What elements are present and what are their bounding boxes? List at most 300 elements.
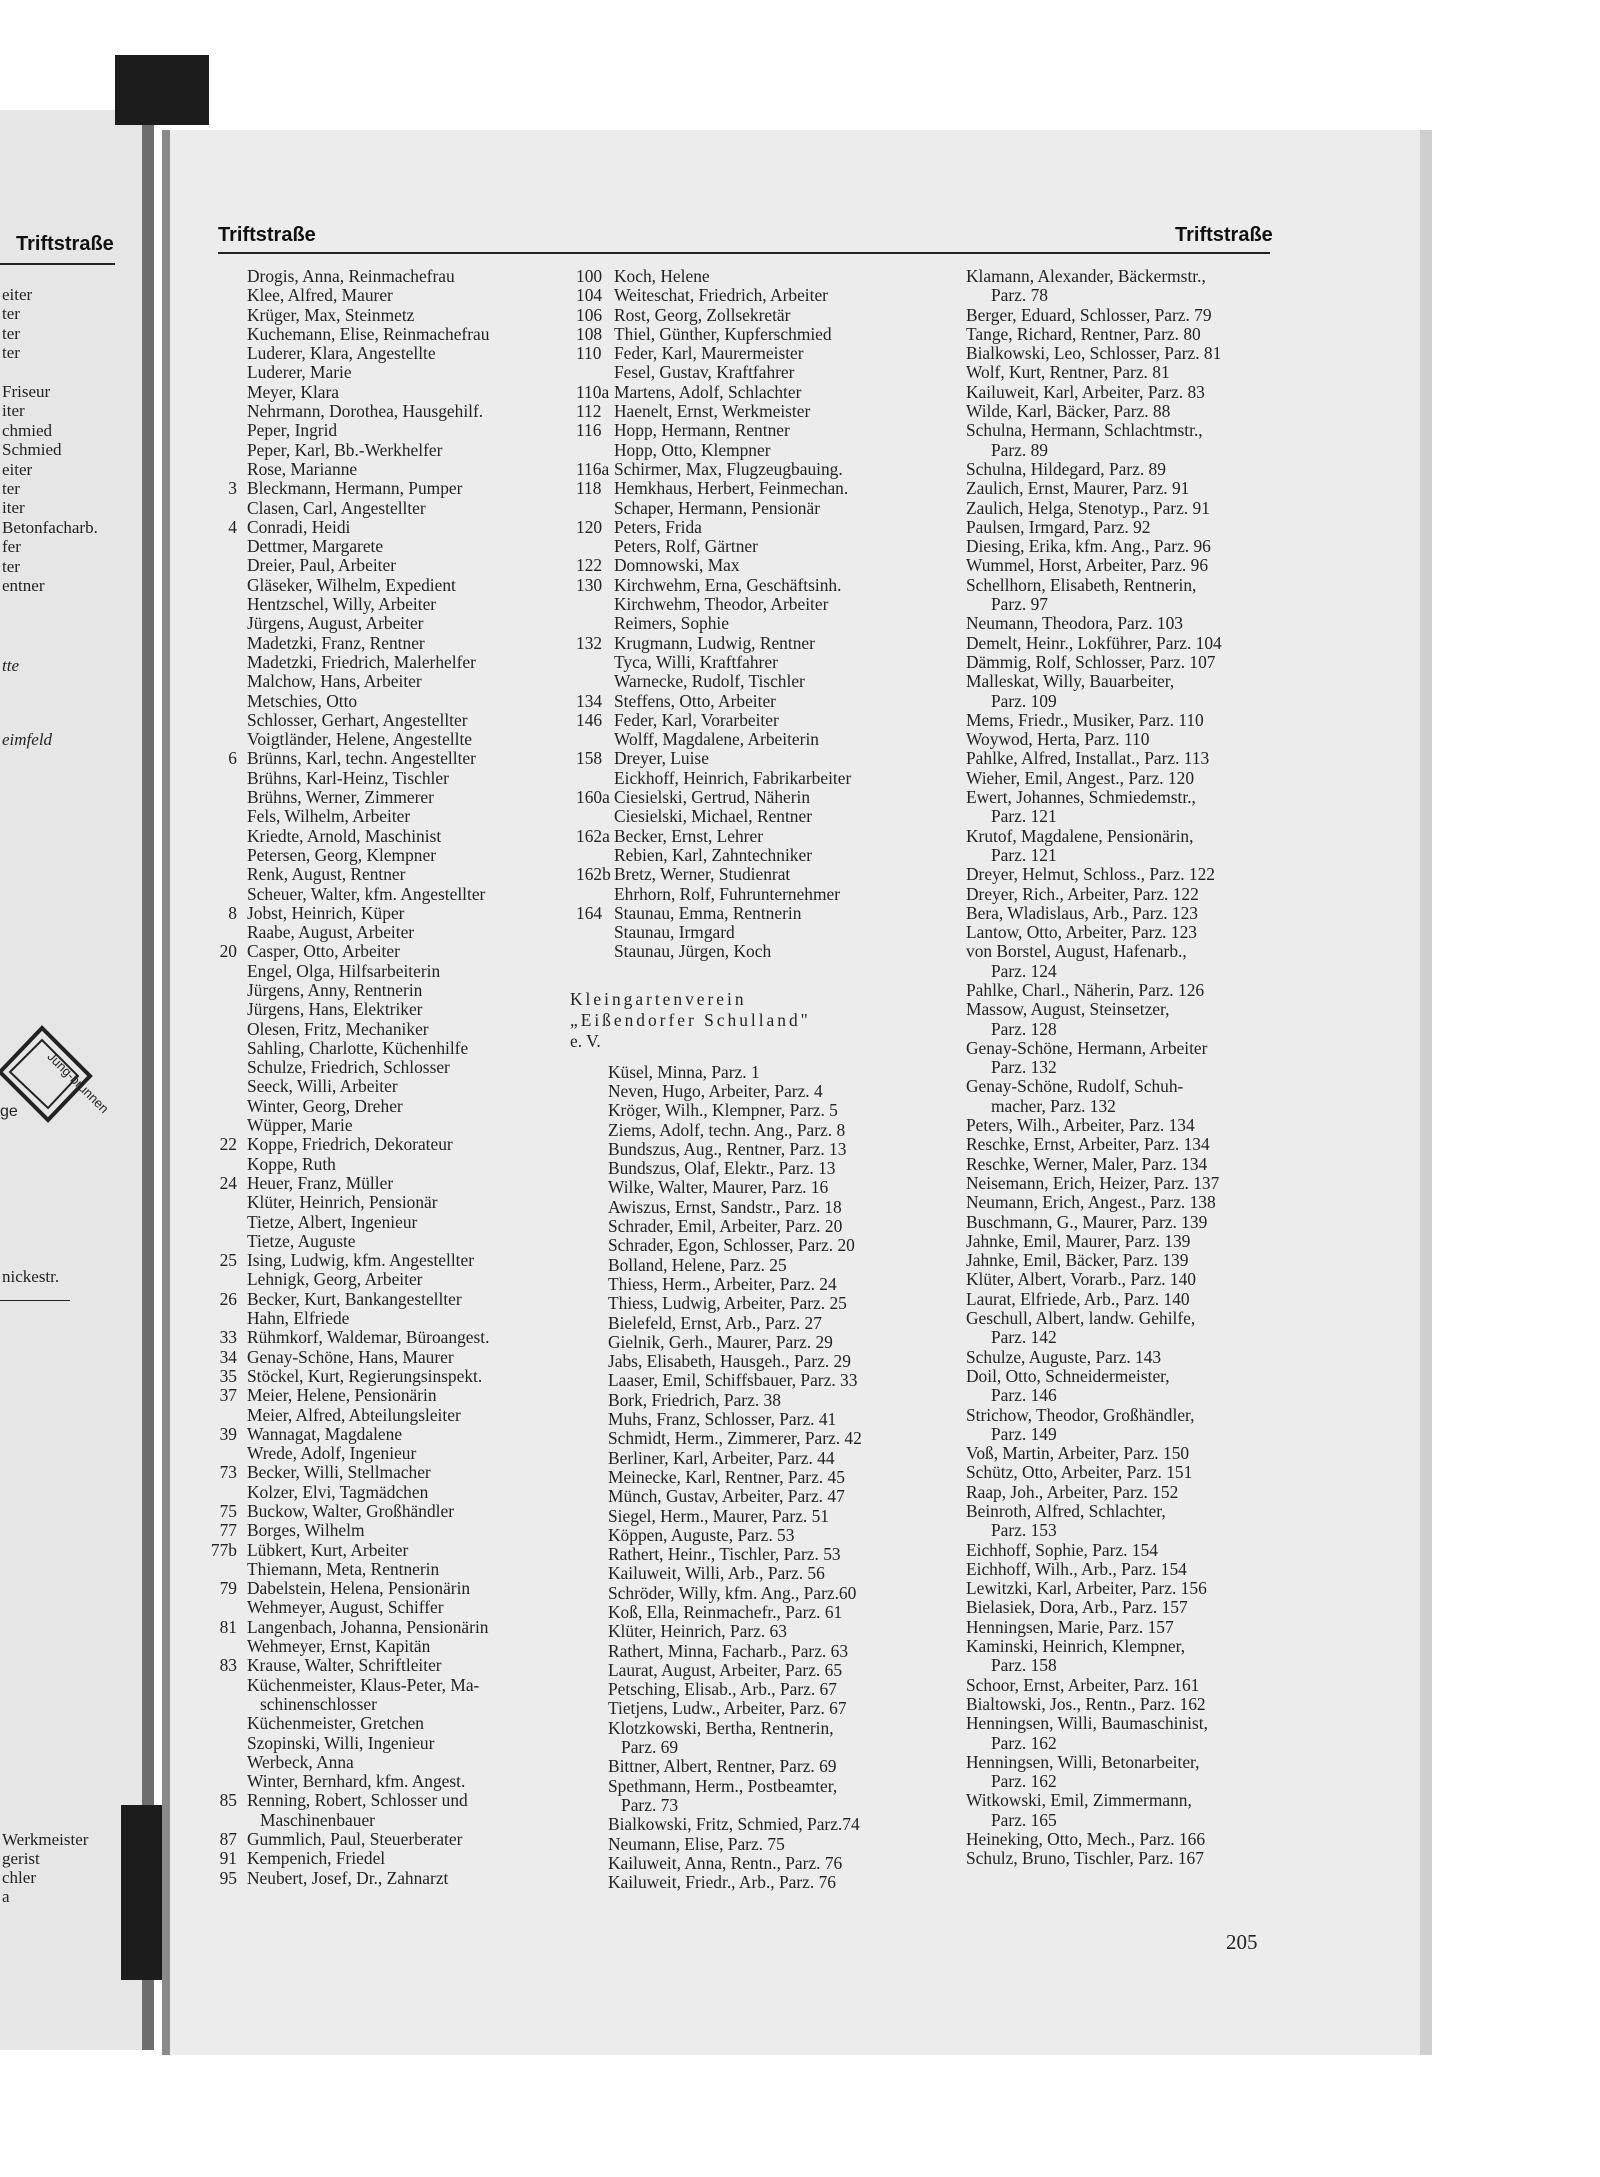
directory-entry (197, 1309, 557, 1328)
entry-text: Zaulich, Helga, Stenotyp., Parz. 91 (966, 497, 1210, 518)
garden-entry (966, 1521, 1276, 1540)
garden-entry (568, 1101, 948, 1120)
entry-text: Brühns, Werner, Zimmerer (247, 787, 434, 808)
jungbrunnen-logo-graphic (0, 1010, 112, 1120)
entry-text: Neumann, Theodora, Parz. 103 (966, 613, 1184, 634)
directory-entry (197, 923, 557, 942)
entry-text: Nehrmann, Dorothea, Hausgehilf. (247, 401, 484, 422)
garden-entry (966, 769, 1276, 788)
entry-text: Brühns, Karl-Heinz, Tischler (247, 767, 449, 788)
entry-text: Schulze, Auguste, Parz. 143 (966, 1346, 1162, 1367)
entry-text: Steffens, Otto, Arbeiter (614, 690, 776, 711)
entry-text: Neubert, Josef, Dr., Zahnarzt (247, 1867, 449, 1888)
entry-text: Wummel, Horst, Arbeiter, Parz. 96 (966, 555, 1209, 576)
house-number: 108 (576, 323, 603, 344)
entry-text: Parz. 78 (991, 285, 1048, 306)
entry-text: Petsching, Elisab., Arb., Parz. 67 (608, 1679, 837, 1700)
entry-text: Winter, Georg, Dreher (247, 1095, 403, 1116)
house-number: 164 (576, 902, 603, 923)
entry-text: Ewert, Johannes, Schmiedemstr., (966, 787, 1196, 808)
entry-text: Renning, Robert, Schlosser und (247, 1790, 468, 1811)
entry-text: Eickhoff, Heinrich, Fabrikarbeiter (614, 767, 852, 788)
entry-text: Dreyer, Luise (614, 748, 709, 769)
entry-text: Schulz, Bruno, Tischler, Parz. 167 (966, 1848, 1204, 1869)
garden-entry (966, 1483, 1276, 1502)
entry-text: Peper, Ingrid (247, 420, 338, 441)
garden-entry (966, 1656, 1276, 1675)
directory-entry (197, 1174, 557, 1193)
directory-entry (568, 865, 948, 884)
entry-text: Schütz, Otto, Arbeiter, Parz. 151 (966, 1462, 1193, 1483)
garden-entry (568, 1680, 948, 1699)
entry-text: Kailuweit, Willi, Arb., Parz. 56 (608, 1563, 825, 1584)
directory-entry (568, 421, 948, 440)
entry-text: Schulze, Friedrich, Schlosser (247, 1057, 450, 1078)
entry-text: Schirmer, Max, Flugzeugbauing. (614, 458, 843, 479)
entry-text: Schulna, Hermann, Schlachtmstr., (966, 420, 1203, 441)
left-rule-lower (0, 1300, 70, 1301)
entry-text: Ciesielski, Michael, Rentner (614, 806, 813, 827)
directory-entry (197, 1502, 557, 1521)
entry-text: Rühmkorf, Waldemar, Büroangest. (247, 1327, 490, 1348)
directory-entry (197, 1270, 557, 1289)
entry-text: Tange, Richard, Rentner, Parz. 80 (966, 323, 1201, 344)
entry-text: Reschke, Werner, Maler, Parz. 134 (966, 1153, 1208, 1174)
directory-entry (197, 1676, 557, 1695)
section-heading-line (568, 1011, 948, 1032)
entry-text: Jahnke, Emil, Bäcker, Parz. 139 (966, 1250, 1189, 1271)
directory-entry (197, 769, 557, 788)
directory-entry (197, 1830, 557, 1849)
directory-entry (568, 788, 948, 807)
garden-entry (568, 1082, 948, 1101)
entry-text: Rathert, Heinr., Tischler, Parz. 53 (608, 1544, 841, 1565)
garden-entry (966, 1232, 1276, 1251)
entry-text: Küchenmeister, Gretchen (247, 1713, 424, 1734)
entry-text: Parz. 128 (991, 1018, 1057, 1039)
garden-entry (966, 1772, 1276, 1791)
entry-text: Demelt, Heinr., Lokführer, Parz. 104 (966, 632, 1222, 653)
garden-entry (568, 1738, 948, 1757)
entry-text: Bialtowski, Jos., Rentn., Parz. 162 (966, 1693, 1206, 1714)
directory-entry (197, 942, 557, 961)
garden-entry (966, 441, 1276, 460)
directory-entry (197, 1367, 557, 1386)
garden-entry (966, 595, 1276, 614)
directory-entry (197, 1039, 557, 1058)
entry-text: Parz. 162 (991, 1732, 1057, 1753)
house-number: 110a (576, 381, 610, 402)
entry-text: Staunau, Jürgen, Koch (614, 941, 772, 962)
entry-text: Seeck, Willi, Arbeiter (247, 1076, 398, 1097)
garden-entry (966, 402, 1276, 421)
directory-entry (197, 711, 557, 730)
left-fragment: fer (2, 537, 21, 557)
garden-entry (568, 1815, 948, 1834)
entry-text: Klotzkowski, Bertha, Rentnerin, (608, 1717, 834, 1738)
directory-entry (197, 1386, 557, 1405)
entry-text: Kirchwehm, Erna, Geschäftsinh. (614, 574, 842, 595)
entry-text: Beinroth, Alfred, Schlachter, (966, 1501, 1166, 1521)
left-fragment-tte: tte (2, 656, 19, 675)
garden-entry (568, 1719, 948, 1738)
entry-text: Olesen, Fritz, Mechaniker (247, 1018, 429, 1039)
directory-entry (568, 846, 948, 865)
entry-text: Schrader, Egon, Schlosser, Parz. 20 (608, 1235, 855, 1256)
directory-entry (197, 556, 557, 575)
directory-entry (197, 1521, 557, 1540)
entry-text: Peters, Frida (614, 516, 702, 537)
house-number: 73 (219, 1462, 237, 1483)
directory-entry (568, 286, 948, 305)
house-number: 91 (219, 1848, 237, 1869)
section-heading-text: „Eißendorfer Schulland" (570, 1009, 811, 1030)
entry-text: Neumann, Elise, Parz. 75 (608, 1833, 785, 1854)
entry-text: Thiess, Herm., Arbeiter, Parz. 24 (608, 1273, 837, 1294)
entry-text: Tyca, Willi, Kraftfahrer (614, 651, 778, 672)
directory-entry (197, 499, 557, 518)
entry-text: Rebien, Karl, Zahntechniker (614, 844, 812, 865)
directory-entry (197, 1560, 557, 1579)
entry-text: Dabelstein, Helena, Pensionärin (247, 1578, 471, 1599)
garden-entry (568, 1661, 948, 1680)
entry-text: Kempenich, Friedel (247, 1848, 386, 1869)
directory-entry (197, 460, 557, 479)
directory-entry (197, 1791, 557, 1810)
entry-text: Kirchwehm, Theodor, Arbeiter (614, 594, 829, 615)
directory-entry (568, 518, 948, 537)
garden-entry (966, 1618, 1276, 1637)
entry-text: Parz. 69 (608, 1737, 679, 1758)
entry-text: Maschinenbauer (247, 1809, 375, 1830)
left-fragment-eimfeld: eimfeld (2, 730, 53, 749)
house-number: 4 (228, 516, 237, 537)
house-number: 132 (576, 632, 603, 653)
entry-text: Rost, Georg, Zollsekretär (614, 304, 791, 325)
directory-entry (197, 383, 557, 402)
garden-entry (568, 1333, 948, 1352)
garden-entry (568, 1371, 948, 1390)
house-number: 116 (576, 420, 602, 441)
header-rule (218, 252, 1270, 254)
right-page-gutter-shadow (162, 130, 170, 2055)
house-number: 34 (219, 1346, 237, 1367)
garden-entry (966, 711, 1276, 730)
garden-entry (568, 1391, 948, 1410)
entry-text: Tietze, Albert, Ingenieur (247, 1211, 418, 1232)
entry-text: Bundszus, Aug., Rentner, Parz. 13 (608, 1138, 847, 1159)
garden-entry (568, 1507, 948, 1526)
directory-entry (197, 1869, 557, 1888)
house-number: 110 (576, 343, 602, 364)
directory-entry (197, 1714, 557, 1733)
entry-text: Scheuer, Walter, kfm. Angestellter (247, 883, 486, 904)
directory-entry (568, 460, 948, 479)
directory-entry (568, 306, 948, 325)
entry-text: Wolff, Magdalene, Arbeiterin (614, 729, 819, 750)
garden-entry (568, 1622, 948, 1641)
entry-text: Berger, Eduard, Schlosser, Parz. 79 (966, 304, 1212, 325)
garden-entry (966, 1020, 1276, 1039)
entry-text: macher, Parz. 132 (991, 1095, 1116, 1116)
entry-text: Neven, Hugo, Arbeiter, Parz. 4 (608, 1080, 823, 1101)
house-number: 8 (228, 902, 237, 923)
garden-entry (568, 1178, 948, 1197)
directory-entry (568, 614, 948, 633)
directory-entry (568, 711, 948, 730)
garden-entry (568, 1429, 948, 1448)
page-title-right: Triftstraße (1175, 224, 1273, 246)
entry-text: Stöckel, Kurt, Regierungsinspekt. (247, 1365, 483, 1386)
garden-entry (966, 730, 1276, 749)
house-number: 134 (576, 690, 603, 711)
house-number: 75 (219, 1501, 237, 1521)
garden-entry (966, 1791, 1276, 1810)
garden-entry (966, 749, 1276, 768)
entry-text: Malleskat, Willy, Bauarbeiter, (966, 671, 1175, 692)
garden-entry (966, 1714, 1276, 1733)
directory-entry (197, 1656, 557, 1675)
entry-text: Berliner, Karl, Arbeiter, Parz. 44 (608, 1447, 835, 1468)
garden-entry (568, 1198, 948, 1217)
garden-entry (966, 1560, 1276, 1579)
entry-text: Warnecke, Rudolf, Tischler (614, 671, 805, 692)
garden-entry (966, 1270, 1276, 1289)
directory-entry (568, 730, 948, 749)
directory-entry (197, 672, 557, 691)
garden-entry (966, 1309, 1276, 1328)
left-page-title: Triftstraße (16, 233, 114, 255)
garden-entry (568, 1584, 948, 1603)
entry-text: Massow, August, Steinsetzer, (966, 999, 1170, 1020)
directory-entry (197, 1425, 557, 1444)
directory-entry (197, 1541, 557, 1560)
garden-entry (966, 1637, 1276, 1656)
entry-text: Dreier, Paul, Arbeiter (247, 555, 396, 576)
directory-entry (197, 479, 557, 498)
directory-entry (197, 1618, 557, 1637)
garden-entry (568, 1121, 948, 1140)
entry-text: Bittner, Albert, Rentner, Parz. 69 (608, 1756, 837, 1777)
entry-text: Thiel, Günther, Kupferschmied (614, 323, 832, 344)
entry-text: Staunau, Irmgard (614, 922, 735, 943)
garden-entry (966, 865, 1276, 884)
directory-entry (197, 730, 557, 749)
directory-entry (197, 865, 557, 884)
house-number: 77 (219, 1520, 237, 1541)
directory-entry (568, 402, 948, 421)
left-fragment: ter (2, 343, 20, 363)
entry-text: Wehmeyer, August, Schiffer (247, 1597, 444, 1618)
house-number: 20 (219, 941, 237, 962)
entry-text: Krause, Walter, Schriftleiter (247, 1655, 442, 1676)
garden-entry (568, 1603, 948, 1622)
garden-entry (568, 1236, 948, 1255)
entry-text: Koppe, Ruth (247, 1153, 336, 1174)
section-heading-text: e. V. (570, 1030, 601, 1051)
garden-entry (966, 1328, 1276, 1347)
directory-entry (197, 788, 557, 807)
entry-text: Schröder, Willy, kfm. Ang., Parz.60 (608, 1582, 857, 1603)
entry-text: Diesing, Erika, kfm. Ang., Parz. 96 (966, 536, 1211, 557)
entry-text: Parz. 165 (991, 1809, 1057, 1830)
column-3 (966, 267, 1276, 1869)
garden-entry (966, 325, 1276, 344)
entry-text: Jahnke, Emil, Maurer, Parz. 139 (966, 1230, 1191, 1251)
garden-entry (966, 421, 1276, 440)
garden-entry (568, 1140, 948, 1159)
garden-entry (966, 1676, 1276, 1695)
left-header-rule (0, 263, 115, 265)
directory-entry (197, 1348, 557, 1367)
entry-text: Schellhorn, Elisabeth, Rentnerin, (966, 574, 1197, 595)
garden-entry (966, 1386, 1276, 1405)
entry-text: Thiemann, Meta, Rentnerin (247, 1558, 440, 1579)
entry-text: Spethmann, Herm., Postbeamter, (608, 1775, 838, 1796)
garden-entry (966, 1348, 1276, 1367)
garden-entry (966, 1251, 1276, 1270)
entry-text: Bialkowski, Fritz, Schmied, Parz.74 (608, 1814, 860, 1835)
garden-entry (966, 827, 1276, 846)
house-number: 120 (576, 516, 603, 537)
directory-entry (197, 286, 557, 305)
left-fragment-bottom-1: Werkmeister (2, 1830, 89, 1849)
directory-entry (568, 556, 948, 575)
entry-text: Jobst, Heinrich, Küper (247, 902, 405, 923)
entry-text: Parz. 149 (991, 1423, 1057, 1444)
entry-text: Peters, Wilh., Arbeiter, Parz. 134 (966, 1115, 1195, 1136)
entry-text: Hentzschel, Willy, Arbeiter (247, 594, 437, 615)
entry-text: Petersen, Georg, Klempner (247, 844, 436, 865)
garden-entry (966, 962, 1276, 981)
directory-entry (197, 1695, 557, 1714)
garden-entry (568, 1294, 948, 1313)
garden-entry (966, 1463, 1276, 1482)
entry-text: Ciesielski, Gertrud, Näherin (614, 787, 811, 808)
garden-entry (568, 1699, 948, 1718)
garden-entry (966, 556, 1276, 575)
garden-entry (568, 1757, 948, 1776)
entry-text: Parz. 121 (991, 844, 1057, 865)
directory-entry (197, 1213, 557, 1232)
entry-text: Gläseker, Wilhelm, Expedient (247, 574, 456, 595)
garden-entry (966, 1579, 1276, 1598)
left-fragment-bottom-4: a (2, 1887, 10, 1906)
directory-entry (197, 1097, 557, 1116)
section-spacer (568, 962, 948, 990)
left-fragment: iter (2, 498, 25, 518)
directory-entry (197, 306, 557, 325)
garden-entry (568, 1256, 948, 1275)
directory-entry (197, 1116, 557, 1135)
left-fragment: eiter (2, 459, 33, 479)
entry-text: Bialkowski, Leo, Schlosser, Parz. 81 (966, 343, 1222, 364)
directory-entry (197, 846, 557, 865)
entry-text: Bundszus, Olaf, Elektr., Parz. 13 (608, 1158, 836, 1179)
garden-entry (966, 1734, 1276, 1753)
left-fragment-bottom-3: chler (2, 1868, 36, 1887)
garden-entry (568, 1873, 948, 1892)
house-number: 162b (576, 864, 611, 885)
entry-text: Eichhoff, Wilh., Arb., Parz. 154 (966, 1558, 1187, 1579)
garden-entry (966, 1155, 1276, 1174)
house-number: 158 (576, 748, 603, 769)
garden-entry (568, 1468, 948, 1487)
entry-text: Schaper, Hermann, Pensionär (614, 497, 820, 518)
entry-text: Langenbach, Johanna, Pensionärin (247, 1616, 489, 1637)
garden-entry (966, 479, 1276, 498)
directory-entry (568, 499, 948, 518)
directory-entry (568, 672, 948, 691)
entry-text: Kriedte, Arnold, Maschinist (247, 825, 442, 846)
directory-entry (568, 769, 948, 788)
entry-text: Meier, Helene, Pensionärin (247, 1385, 437, 1406)
left-fragment: ter (2, 556, 20, 576)
directory-entry (197, 962, 557, 981)
house-number: 6 (228, 748, 237, 769)
directory-entry (197, 363, 557, 382)
garden-entry (966, 904, 1276, 923)
entry-text: Bretz, Werner, Studienrat (614, 864, 791, 885)
entry-text: Kailuweit, Friedr., Arb., Parz. 76 (608, 1872, 836, 1893)
entry-text: Tietjens, Ludw., Arbeiter, Parz. 67 (608, 1698, 847, 1719)
directory-entry (568, 749, 948, 768)
entry-text: Buckow, Walter, Großhändler (247, 1501, 455, 1521)
directory-entry (197, 1637, 557, 1656)
entry-text: Laaser, Emil, Schiffsbauer, Parz. 33 (608, 1370, 858, 1391)
column-1 (197, 267, 557, 1888)
entry-text: Schmidt, Herm., Zimmerer, Parz. 42 (608, 1428, 862, 1449)
entry-text: Klüter, Albert, Vorarb., Parz. 140 (966, 1269, 1197, 1290)
left-fragment: ter (2, 304, 20, 324)
entry-text: Becker, Ernst, Lehrer (614, 825, 763, 846)
entry-text: Wehmeyer, Ernst, Kapitän (247, 1636, 431, 1657)
garden-entry (966, 1174, 1276, 1193)
entry-text: Laurat, Elfriede, Arb., Parz. 140 (966, 1288, 1190, 1309)
entry-text: Clasen, Carl, Angestellter (247, 497, 426, 518)
entry-text: Schoor, Ernst, Arbeiter, Parz. 161 (966, 1674, 1200, 1695)
directory-entry (568, 923, 948, 942)
directory-entry (197, 1483, 557, 1502)
directory-entry (197, 441, 557, 460)
directory-entry (197, 325, 557, 344)
entry-text: Parz. 142 (991, 1327, 1057, 1348)
garden-entry (966, 923, 1276, 942)
house-number: 39 (219, 1423, 237, 1444)
logo-text: Jung-brunnen (44, 1048, 112, 1117)
directory-entry (197, 421, 557, 440)
garden-entry (966, 634, 1276, 653)
garden-entry (568, 1545, 948, 1564)
house-number: 146 (576, 709, 603, 730)
directory-entry (197, 1753, 557, 1772)
house-number: 77b (210, 1539, 237, 1560)
garden-entry (966, 846, 1276, 865)
garden-entry (568, 1777, 948, 1796)
garden-entry (966, 672, 1276, 691)
entry-text: Klamann, Alexander, Bäckermstr., (966, 266, 1206, 286)
entry-text: Bielasiek, Dora, Arb., Parz. 157 (966, 1597, 1188, 1618)
entry-text: Krüger, Max, Steinmetz (247, 304, 415, 325)
entry-text: Parz. 158 (991, 1655, 1057, 1676)
entry-text: Parz. 97 (991, 594, 1048, 615)
entry-text: Awiszus, Ernst, Sandstr., Parz. 18 (608, 1196, 842, 1217)
house-number: 25 (219, 1250, 237, 1271)
directory-entry (197, 1406, 557, 1425)
house-number: 106 (576, 304, 603, 325)
entry-text: Lübkert, Kurt, Arbeiter (247, 1539, 409, 1560)
entry-text: Bleckmann, Hermann, Pumper (247, 478, 463, 499)
